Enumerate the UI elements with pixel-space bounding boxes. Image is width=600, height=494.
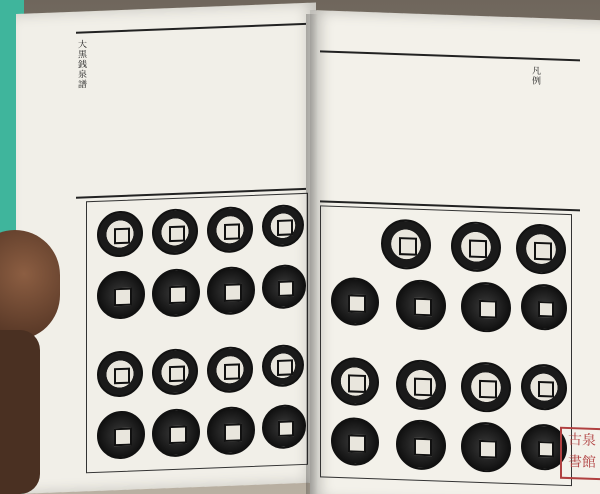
left-text-block: [76, 39, 86, 189]
coin: [516, 223, 566, 275]
left-coin-grid: [86, 193, 308, 474]
coin: [152, 268, 200, 318]
coin: [396, 359, 446, 411]
top-rule-right: [320, 50, 580, 61]
red-seal-stamp: [560, 427, 600, 481]
open-book: [10, 14, 600, 494]
coin: [262, 204, 304, 248]
coin: [331, 417, 379, 467]
coin: [97, 350, 143, 398]
coin: [396, 419, 446, 471]
coin: [207, 266, 255, 316]
coin: [262, 404, 306, 450]
hand: [0, 330, 40, 494]
right-header: [530, 66, 540, 206]
coin: [152, 408, 200, 458]
coin: [97, 210, 143, 258]
coin: [461, 361, 511, 413]
seal-line-2: 書館: [568, 454, 596, 471]
right-coin-grid: [320, 205, 572, 486]
right-page: [310, 10, 600, 494]
coin: [97, 410, 145, 460]
coin: [521, 283, 567, 331]
book-gutter: [306, 14, 318, 494]
coin: [152, 208, 198, 256]
coin: [396, 279, 446, 331]
right-header-text: 凡例: [530, 65, 540, 87]
left-side-title: 大黒銭泉譜: [76, 39, 86, 90]
coin: [207, 346, 253, 394]
coin: [461, 281, 511, 333]
coin: [521, 363, 567, 411]
coin: [331, 277, 379, 327]
seal-line-1: 古泉: [568, 432, 596, 449]
coin: [451, 221, 501, 273]
top-rule-left: [76, 23, 306, 34]
coin: [97, 270, 145, 320]
coin: [152, 348, 198, 396]
coin: [207, 406, 255, 456]
coin: [331, 357, 379, 407]
left-page: [16, 2, 316, 494]
coin: [207, 206, 253, 254]
coin: [461, 421, 511, 473]
coin: [262, 344, 304, 388]
coin: [262, 264, 306, 310]
coin: [381, 218, 431, 270]
